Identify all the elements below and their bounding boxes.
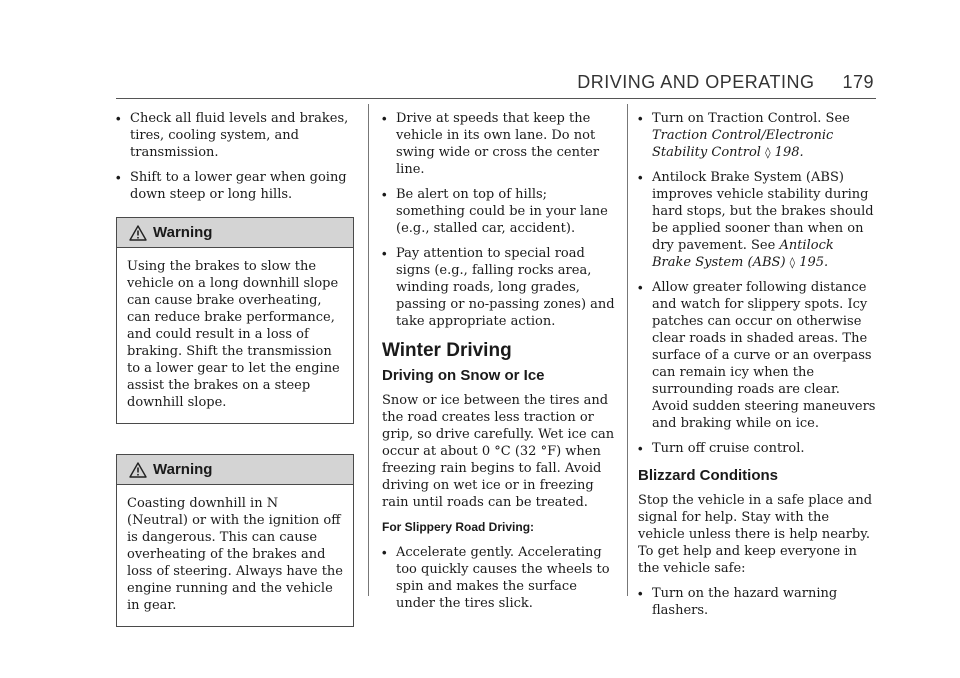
section-heading: Winter Driving [382, 340, 512, 361]
cross-reference-page: 198. [774, 145, 804, 160]
warning-box [116, 454, 354, 627]
bullet-glyph: • [638, 441, 643, 456]
bullet-glyph: • [382, 187, 387, 202]
list-item-text: Shift to a lower gear when going down steep or long hills. [130, 170, 347, 202]
page-reference-icon: ◊ [765, 146, 771, 159]
list-item-text: Allow greater following distance and watch for slippery spots. Icy patches can occur on otherwise clear roads in shaded areas. The surface of a curve or an overpass can remain icy when the surrounding roads are clear. Avoid sudden steering maneuvers and braking while on ice. [652, 280, 876, 431]
list-label: For Slippery Road Driving: [382, 520, 535, 534]
warning-text: Coasting downhill in N (Neutral) or with the ignition off is dangerous. This can cause overheating of the brakes and loss of steering. Always have the engine running and the vehicle in gear. [127, 496, 343, 613]
list-item-text: Pay attention to special road signs (e.g., falling rocks area, winding roads, long grades, passing or no-passing zones) and take appropriate action. [396, 246, 615, 329]
list-item [638, 169, 876, 271]
bullet-glyph: • [382, 545, 387, 560]
list-item-text: Antilock Brake System (ABS) improves vehicle stability during hard stops, but the brakes should be applied sooner than when on dry pavement. See [652, 170, 874, 253]
bullet-glyph: • [382, 111, 387, 126]
column-divider [368, 104, 369, 596]
list-item [382, 186, 616, 237]
bullet-glyph: • [116, 111, 121, 126]
list-item-text: Turn on Traction Control. See [652, 111, 850, 126]
list-item-text: Check all fluid levels and brakes, tires, cooling system, and transmission. [130, 111, 349, 160]
bullet-glyph: • [638, 280, 643, 295]
list-item-text: Drive at speeds that keep the vehicle in its own lane. Do not swing wide or cross the center line. [396, 111, 600, 177]
list-item-text: Turn off cruise control. [652, 441, 805, 456]
cross-reference-link[interactable] [652, 128, 833, 160]
list-item [382, 544, 616, 612]
warning-title: Warning [153, 461, 213, 478]
bullet-glyph: • [638, 111, 643, 126]
list-item-text: Be alert on top of hills; something could be in your lane (e.g., stalled car, accident). [396, 187, 608, 236]
page-reference-icon: ◊ [789, 256, 796, 269]
column-2 [382, 110, 616, 620]
list-item [638, 110, 876, 161]
warning-triangle-icon [129, 225, 147, 241]
column-divider [627, 104, 628, 596]
column-3 [638, 110, 876, 627]
list-item [638, 440, 876, 457]
warning-title: Warning [153, 224, 213, 241]
list-item [116, 110, 354, 161]
cross-reference-page: 195. [799, 255, 829, 270]
bullet-glyph: • [638, 170, 643, 185]
subsection-heading: Blizzard Conditions [638, 467, 778, 484]
header-rule [116, 98, 876, 99]
bullet-glyph: • [116, 170, 121, 185]
paragraph: Snow or ice between the tires and the road creates less traction or grip, so drive carefully. Wet ice can occur at about 0 °C (32 °F) when freezing rain begins to fall. Avoid driving on wet ice or in freezing rain until roads can be treated. [382, 393, 615, 510]
cross-reference-title: Antilock Brake System (ABS) [652, 238, 834, 270]
warning-header [117, 455, 353, 485]
paragraph: Stop the vehicle in a safe place and signal for help. Stay with the vehicle unless there is help nearby. To get help and keep everyone in the vehicle safe: [638, 493, 873, 576]
list-item [382, 110, 616, 178]
bullet-glyph: • [638, 586, 643, 601]
warning-header [117, 218, 353, 248]
warning-triangle-icon [129, 462, 147, 478]
running-header [577, 72, 874, 93]
list-item-text: Turn on the hazard warning flashers. [652, 586, 838, 618]
list-item [116, 169, 354, 203]
list-item [638, 279, 876, 432]
warning-box [116, 217, 354, 424]
list-item [382, 245, 616, 330]
page-number: 179 [842, 72, 874, 92]
section-title: DRIVING AND OPERATING [577, 72, 815, 92]
list-item-text: Accelerate gently. Accelerating too quickly causes the wheels to spin and makes the surface under the tires slick. [396, 545, 610, 611]
column-1 [116, 110, 354, 627]
warning-text: Using the brakes to slow the vehicle on a long downhill slope can cause brake overheating, can reduce brake performance, and could result in a loss of braking. Shift the transmission to a lower gear to let the engine assist the brakes on a steep downhill slope. [127, 259, 340, 410]
list-item [638, 585, 876, 619]
subsection-heading: Driving on Snow or Ice [382, 367, 545, 384]
bullet-glyph: • [382, 246, 387, 261]
cross-reference-title: Traction Control/Electronic Stability Control [652, 128, 834, 160]
